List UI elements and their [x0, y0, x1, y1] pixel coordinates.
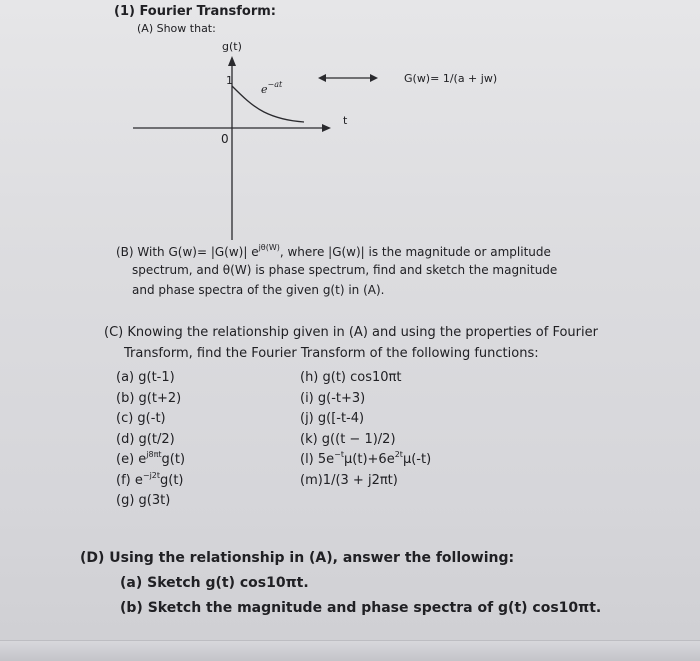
tick-one-label: 1	[226, 74, 233, 87]
part-b-line-1: (B) With G(w)= |G(w)| $e^{j\theta(W)}$, where |G(w)| is the magnitude or amplitude	[116, 243, 551, 259]
part-a-heading: (A) Show that:	[137, 22, 216, 35]
part-c-left-item: (b) g(t+2)	[116, 390, 182, 406]
section-title: (1) Fourier Transform:	[114, 4, 276, 19]
part-b-line-3: and phase spectra of the given g(t) in (A).	[132, 283, 385, 297]
part-c-right-item: (j) g([-t-4)	[300, 411, 365, 426]
part-c-right-item: (i) g(-t+3)	[300, 390, 366, 406]
part-d-line-1: (D) Using the relationship in (A), answer the following:	[80, 550, 515, 566]
y-axis-arrowhead	[228, 56, 236, 66]
transform-arrow-left-head	[318, 74, 326, 82]
part-d-item-b: (b) Sketch the magnitude and phase spectra of g(t) cos10πt.	[120, 600, 602, 616]
part-c-left-item: (e) $e^{j8\pi t}g(t)$	[116, 450, 186, 467]
part-c-right-item: (m)1/(3 + j2πt)	[300, 472, 398, 488]
transform-result: G(w)= 1/(a + jw)	[404, 72, 498, 85]
part-c-left-item: (c) g(-t)	[116, 411, 166, 426]
x-axis-label: t	[343, 114, 348, 127]
part-c-left-item: (a) g(t-1)	[116, 370, 175, 385]
part-c-right-item: (h) g(t) cos10πt	[300, 370, 402, 385]
curve-label: $e^{-at}$	[261, 80, 283, 96]
y-axis-label: g(t)	[222, 40, 242, 53]
part-c-right-item: (l) $5e^{-t}\mu(t)+6e^{2t}\mu(-t)$	[300, 450, 432, 467]
part-c-right-item: (k) g((t − 1)/2)	[300, 431, 396, 447]
part-c-line-2: Transform, find the Fourier Transform of the following functions:	[124, 346, 539, 361]
part-c-line-1: (C) Knowing the relationship given in (A) and using the properties of Fourier	[104, 325, 598, 340]
transform-arrow-right-head	[370, 74, 378, 82]
part-c-left-item: (f) $e^{-j2t}g(t)$	[116, 470, 184, 488]
x-axis-arrowhead	[322, 124, 331, 132]
part-d-item-a: (a) Sketch g(t) cos10πt.	[120, 575, 309, 591]
origin-label: 0	[221, 132, 229, 146]
paper-bottom-shadow	[0, 640, 700, 661]
part-b-line-2: spectrum, and θ(W) is phase spectrum, find and sketch the magnitude	[132, 263, 558, 277]
part-c-left-item: (d) g(t/2)	[116, 431, 175, 447]
part-c-left-item: (g) g(3t)	[116, 493, 171, 508]
